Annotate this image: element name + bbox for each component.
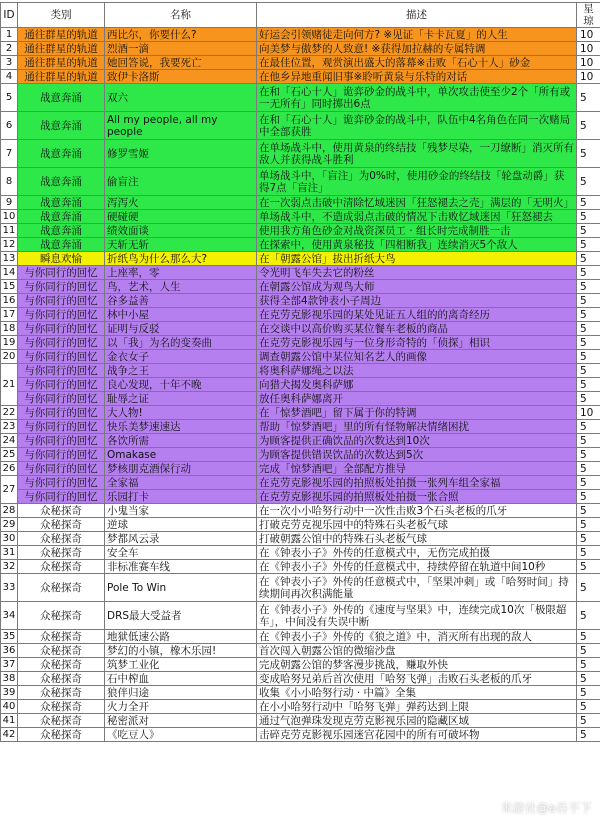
cell-description: 在「朝露公馆」拔出折纸大鸟: [257, 252, 577, 266]
cell-stars: 5: [577, 504, 600, 518]
cell-description: 在他乡异地重闻旧事※聆听黄泉与乐特的对话: [257, 70, 577, 84]
cell-name: 硬碰硬: [105, 210, 257, 224]
cell-stars: 5: [577, 336, 600, 350]
cell-name: 耻辱之证: [105, 392, 257, 406]
cell-stars: 5: [577, 448, 600, 462]
cell-category: 众秘探奇: [18, 532, 105, 546]
cell-category: 众秘探奇: [18, 602, 105, 630]
cell-description: 在克劳克影视乐园的某处见证五人组的的离奇经历: [257, 308, 577, 322]
table-row: [1, 658, 600, 672]
cell-stars: 5: [577, 532, 600, 546]
cell-description: 首次闯入朝露公馆的微缩沙盘: [257, 644, 577, 658]
cell-stars: 5: [577, 392, 600, 406]
cell-name: 火力全开: [105, 700, 257, 714]
header-row: [1, 3, 600, 28]
cell-description: 打破朝露公馆中的特殊石头老板气球: [257, 532, 577, 546]
cell-description: 获得全部4款钟表小子周边: [257, 294, 577, 308]
cell-category: 与你同行的回忆: [18, 420, 105, 434]
cell-stars: 5: [577, 112, 600, 140]
cell-description: 在探索中，使用黄泉秘技「四相断我」连续消灭5个敌人: [257, 238, 577, 252]
cell-category: 与你同行的回忆: [18, 280, 105, 294]
cell-description: 为顾客提供错误饮品的次数达到5次: [257, 448, 577, 462]
cell-description: 在「惊梦酒吧」留下属于你的特调: [257, 406, 577, 420]
cell-stars: 5: [577, 84, 600, 112]
cell-stars: 5: [577, 350, 600, 364]
cell-id: 22: [1, 406, 18, 420]
cell-id: 31: [1, 546, 18, 560]
cell-category: 与你同行的回忆: [18, 378, 105, 392]
cell-description: 在一次小小哈努行动中一次性击败3个石头老板的爪牙: [257, 504, 577, 518]
cell-category: 与你同行的回忆: [18, 434, 105, 448]
cell-stars: 10: [577, 406, 600, 420]
cell-stars: 5: [577, 630, 600, 644]
header-description: 描述: [257, 3, 577, 28]
cell-name: 泻泻火: [105, 196, 257, 210]
cell-stars: 5: [577, 644, 600, 658]
cell-id: 23: [1, 420, 18, 434]
cell-name: 绩效面谈: [105, 224, 257, 238]
cell-stars: 10: [577, 56, 600, 70]
cell-category: 通往群星的轨道: [18, 70, 105, 84]
cell-description: 将奥科萨娜绳之以法: [257, 364, 577, 378]
cell-stars: 5: [577, 266, 600, 280]
table-row: [1, 714, 600, 728]
table-row: [1, 294, 600, 308]
cell-name: 各饮所需: [105, 434, 257, 448]
cell-category: 与你同行的回忆: [18, 294, 105, 308]
table-row: [1, 336, 600, 350]
cell-category: 众秘探奇: [18, 630, 105, 644]
table-row: [1, 280, 600, 294]
table-row: [1, 728, 600, 742]
cell-description: 在克劳克影视乐园的拍照板处拍摄一张列车组全家福: [257, 476, 577, 490]
cell-category: 通往群星的轨道: [18, 28, 105, 42]
cell-category: 众秘探奇: [18, 686, 105, 700]
cell-stars: 5: [577, 378, 600, 392]
cell-name: Omakase: [105, 448, 257, 462]
cell-description: 放任奥科萨娜离开: [257, 392, 577, 406]
cell-id: 21: [1, 364, 18, 406]
table-row: [1, 364, 600, 378]
cell-stars: 5: [577, 364, 600, 378]
cell-id: 7: [1, 140, 18, 168]
cell-category: 与你同行的回忆: [18, 336, 105, 350]
table-row: [1, 406, 600, 420]
cell-name: 地狱低速公路: [105, 630, 257, 644]
cell-stars: 10: [577, 28, 600, 42]
cell-description: 打破克劳克视乐园中的特殊石头老板气球: [257, 518, 577, 532]
table-row: [1, 42, 600, 56]
cell-stars: 5: [577, 728, 600, 742]
cell-category: 众秘探奇: [18, 728, 105, 742]
cell-category: 众秘探奇: [18, 714, 105, 728]
cell-category: 战意奔涌: [18, 168, 105, 196]
cell-id: 41: [1, 714, 18, 728]
cell-id: 34: [1, 602, 18, 630]
cell-description: 完成「惊梦酒吧」全部配方推导: [257, 462, 577, 476]
cell-name: 石中榨血: [105, 672, 257, 686]
cell-description: 在单场战斗中，使用黄泉的终结技「残梦尽染，一刀缭断」消灭所有敌人并获得战斗胜利: [257, 140, 577, 168]
cell-description: 单场战斗中，「盲注」为0%时，使用砂金的终结技「轮盘动爵」获得7点「盲注」: [257, 168, 577, 196]
cell-description: 使用我方角色砂金对战资深员工 · 组长时完成制胜一击: [257, 224, 577, 238]
cell-category: 与你同行的回忆: [18, 350, 105, 364]
cell-name: 烈酒一滴: [105, 42, 257, 56]
cell-id: 13: [1, 252, 18, 266]
cell-name: 天斩无斩: [105, 238, 257, 252]
cell-id: 38: [1, 672, 18, 686]
cell-id: 35: [1, 630, 18, 644]
cell-name: 西比尔，你要什么?: [105, 28, 257, 42]
cell-name: 非标准赛车线: [105, 560, 257, 574]
cell-category: 与你同行的回忆: [18, 490, 105, 504]
cell-category: 瞬息欢愉: [18, 252, 105, 266]
table-row: [1, 518, 600, 532]
cell-category: 与你同行的回忆: [18, 392, 105, 406]
cell-stars: 10: [577, 42, 600, 56]
table-row: [1, 434, 600, 448]
cell-name: 致伊卡洛斯: [105, 70, 257, 84]
cell-id: 27: [1, 476, 18, 504]
cell-id: 39: [1, 686, 18, 700]
cell-stars: 5: [577, 476, 600, 490]
table-row: [1, 462, 600, 476]
table-row: [1, 224, 600, 238]
cell-stars: 5: [577, 224, 600, 238]
cell-id: 25: [1, 448, 18, 462]
cell-id: 1: [1, 28, 18, 42]
cell-stars: 5: [577, 210, 600, 224]
cell-name: 秘密派对: [105, 714, 257, 728]
table-row: [1, 238, 600, 252]
cell-description: 在《钟表小子》外传的任意模式中，「坚果冲刺」或「哈努时间」持续期间再次积满能量: [257, 574, 577, 602]
cell-name: 双六: [105, 84, 257, 112]
cell-name: 鸟，艺术，人生: [105, 280, 257, 294]
cell-category: 众秘探奇: [18, 518, 105, 532]
cell-name: Pole To Win: [105, 574, 257, 602]
cell-id: 18: [1, 322, 18, 336]
cell-stars: 5: [577, 140, 600, 168]
cell-category: 众秘探奇: [18, 574, 105, 602]
cell-id: 17: [1, 308, 18, 322]
table-row: [1, 56, 600, 70]
cell-name: 谷多益善: [105, 294, 257, 308]
cell-category: 战意奔涌: [18, 84, 105, 112]
cell-stars: 5: [577, 322, 600, 336]
cell-category: 与你同行的回忆: [18, 406, 105, 420]
cell-id: 36: [1, 644, 18, 658]
table-row: [1, 490, 600, 504]
cell-id: 6: [1, 112, 18, 140]
cell-id: 5: [1, 84, 18, 112]
table-row: [1, 168, 600, 196]
cell-name: 《吃豆人》: [105, 728, 257, 742]
cell-name: 大人物!: [105, 406, 257, 420]
header-name: 名称: [105, 3, 257, 28]
cell-category: 战意奔涌: [18, 210, 105, 224]
cell-description: 单场战斗中，不造成弱点击破的情况下击败忆域迷因「狂怒褪去: [257, 210, 577, 224]
table-row: [1, 700, 600, 714]
cell-description: 好运会引领赌徒走向何方? ※见证「卡卡瓦夏」的人生: [257, 28, 577, 42]
cell-description: 完成朝露公馆的梦客漫步挑战，赚取外快: [257, 658, 577, 672]
achievement-table: [0, 2, 600, 742]
cell-description: 在和「石心十人」诡弈砂金的战斗中，单次攻击使至少2个「所有或一无所有」同时掷出6点: [257, 84, 577, 112]
cell-id: 28: [1, 504, 18, 518]
cell-stars: 5: [577, 518, 600, 532]
table-row: [1, 574, 600, 602]
cell-category: 战意奔涌: [18, 140, 105, 168]
cell-category: 与你同行的回忆: [18, 448, 105, 462]
cell-description: 通过气泡弹珠发现克劳克影视乐园的隐藏区域: [257, 714, 577, 728]
cell-name: DRS最大受益者: [105, 602, 257, 630]
table-row: [1, 602, 600, 630]
achievement-rows: [1, 28, 600, 742]
cell-stars: 5: [577, 294, 600, 308]
table-row: [1, 392, 600, 406]
cell-id: 2: [1, 42, 18, 56]
cell-category: 与你同行的回忆: [18, 266, 105, 280]
cell-stars: 5: [577, 420, 600, 434]
cell-category: 战意奔涌: [18, 196, 105, 210]
cell-stars: 5: [577, 280, 600, 294]
cell-id: 10: [1, 210, 18, 224]
cell-name: 良心发现，十年不晚: [105, 378, 257, 392]
cell-id: 8: [1, 168, 18, 196]
cell-description: 为顾客提供正确饮品的次数达到10次: [257, 434, 577, 448]
cell-stars: 5: [577, 658, 600, 672]
cell-category: 通往群星的轨道: [18, 56, 105, 70]
cell-id: 14: [1, 266, 18, 280]
cell-stars: 5: [577, 672, 600, 686]
table-row: [1, 210, 600, 224]
table-row: [1, 196, 600, 210]
cell-name: 全家福: [105, 476, 257, 490]
cell-id: 4: [1, 70, 18, 84]
cell-category: 众秘探奇: [18, 546, 105, 560]
cell-description: 击碎克劳克影视乐园迷宫花园中的所有可破坏物: [257, 728, 577, 742]
cell-name: 安全车: [105, 546, 257, 560]
cell-description: 在朝露公馆成为观鸟大师: [257, 280, 577, 294]
cell-name: 梦幻的小镇，橡木乐园!: [105, 644, 257, 658]
cell-category: 与你同行的回忆: [18, 308, 105, 322]
cell-id: 20: [1, 350, 18, 364]
table-row: [1, 350, 600, 364]
cell-description: 在克劳克影视乐园的拍照板处拍摄一张合照: [257, 490, 577, 504]
cell-stars: 5: [577, 546, 600, 560]
cell-category: 战意奔涌: [18, 224, 105, 238]
cell-name: 修罗雪姬: [105, 140, 257, 168]
cell-category: 众秘探奇: [18, 644, 105, 658]
cell-id: 9: [1, 196, 18, 210]
cell-name: 以「我」为名的变奏曲: [105, 336, 257, 350]
header-stars: 星琼: [577, 3, 600, 28]
cell-description: 在《钟表小子》外传的任意模式中，无伤完成拍摄: [257, 546, 577, 560]
cell-stars: 5: [577, 168, 600, 196]
cell-category: 与你同行的回忆: [18, 364, 105, 378]
cell-stars: 5: [577, 308, 600, 322]
table-row: [1, 322, 600, 336]
cell-name: 金衣女子: [105, 350, 257, 364]
cell-category: 与你同行的回忆: [18, 462, 105, 476]
cell-stars: 5: [577, 252, 600, 266]
cell-id: 30: [1, 532, 18, 546]
cell-name: 战争之王: [105, 364, 257, 378]
cell-description: 在最佳位置，观赏演出盛大的落幕※击败「石心十人」砂金: [257, 56, 577, 70]
cell-name: 她回答说，我要死亡: [105, 56, 257, 70]
cell-name: 快乐美梦速速达: [105, 420, 257, 434]
cell-name: 证明与反驳: [105, 322, 257, 336]
cell-id: 40: [1, 700, 18, 714]
cell-name: 小鬼当家: [105, 504, 257, 518]
cell-stars: 5: [577, 714, 600, 728]
cell-name: 狼伴归途: [105, 686, 257, 700]
cell-category: 战意奔涌: [18, 112, 105, 140]
cell-category: 众秘探奇: [18, 672, 105, 686]
table-row: [1, 560, 600, 574]
cell-name: 林中小屋: [105, 308, 257, 322]
cell-id: 15: [1, 280, 18, 294]
cell-category: 通往群星的轨道: [18, 42, 105, 56]
cell-description: 帮助「惊梦酒吧」里的所有怪物解决情绪困扰: [257, 420, 577, 434]
cell-description: 在小小哈努行动中「哈努飞弹」弹药达到上限: [257, 700, 577, 714]
cell-id: 29: [1, 518, 18, 532]
table-row: [1, 28, 600, 42]
cell-stars: 5: [577, 686, 600, 700]
table-row: [1, 504, 600, 518]
cell-name: 偷盲注: [105, 168, 257, 196]
table-row: [1, 378, 600, 392]
header-id: ID: [1, 3, 18, 28]
table-row: [1, 476, 600, 490]
cell-name: 筑梦工业化: [105, 658, 257, 672]
cell-category: 众秘探奇: [18, 560, 105, 574]
cell-stars: 5: [577, 238, 600, 252]
cell-description: 在一次弱点击破中清除忆域迷因「狂怒褪去之壳」满层的「无明火」: [257, 196, 577, 210]
cell-stars: 5: [577, 490, 600, 504]
table-row: [1, 252, 600, 266]
cell-id: 16: [1, 294, 18, 308]
table-row: [1, 266, 600, 280]
table-row: [1, 532, 600, 546]
cell-id: 24: [1, 434, 18, 448]
cell-category: 战意奔涌: [18, 238, 105, 252]
table-row: [1, 308, 600, 322]
table-row: [1, 686, 600, 700]
cell-category: 与你同行的回忆: [18, 476, 105, 490]
cell-category: 与你同行的回忆: [18, 322, 105, 336]
cell-description: 令光明飞车失去它的粉丝: [257, 266, 577, 280]
cell-name: 梦都风云录: [105, 532, 257, 546]
cell-description: 在交谈中以高价购买某位餐车老板的商品: [257, 322, 577, 336]
cell-name: 折纸鸟为什么那么大?: [105, 252, 257, 266]
cell-description: 在《钟表小子》外传的任意模式中，持续停留在轨道中间10秒: [257, 560, 577, 574]
cell-name: 乐园打卡: [105, 490, 257, 504]
cell-id: 19: [1, 336, 18, 350]
cell-id: 33: [1, 574, 18, 602]
table-row: [1, 420, 600, 434]
table-row: [1, 84, 600, 112]
cell-description: 在《钟表小子》外传的《速度与坚果》中，连续完成10次「极限超车」，中间没有失误中断: [257, 602, 577, 630]
cell-description: 向猎犬揭发奥科萨娜: [257, 378, 577, 392]
table-row: [1, 672, 600, 686]
cell-description: 向美梦与傲梦的人致意! ※获得加拉赫的专属特调: [257, 42, 577, 56]
cell-id: 11: [1, 224, 18, 238]
watermark: 米游社@a吞不下: [501, 799, 592, 816]
cell-description: 调查朝露公馆中某位知名艺人的画像: [257, 350, 577, 364]
cell-name: 上座率，零: [105, 266, 257, 280]
cell-stars: 5: [577, 560, 600, 574]
cell-name: All my people, all my people: [105, 112, 257, 140]
cell-description: 变成哈努兄弟后首次使用「哈努飞弹」击败石头老板的爪牙: [257, 672, 577, 686]
cell-name: 梦核朋克酒保行动: [105, 462, 257, 476]
cell-id: 3: [1, 56, 18, 70]
table-row: [1, 546, 600, 560]
cell-id: 37: [1, 658, 18, 672]
cell-category: 众秘探奇: [18, 700, 105, 714]
cell-stars: 5: [577, 574, 600, 602]
table-row: [1, 644, 600, 658]
cell-description: 在和「石心十人」诡弈砂金的战斗中，队伍中4名角色在同一次赌局中全部获胜: [257, 112, 577, 140]
table-row: [1, 630, 600, 644]
cell-stars: 5: [577, 196, 600, 210]
cell-stars: 5: [577, 434, 600, 448]
header-category: 类别: [18, 3, 105, 28]
cell-stars: 5: [577, 602, 600, 630]
cell-stars: 5: [577, 700, 600, 714]
cell-name: 逆球: [105, 518, 257, 532]
cell-description: 在《钟表小子》外传的《狼之道》中，消灭所有出现的敌人: [257, 630, 577, 644]
cell-category: 众秘探奇: [18, 658, 105, 672]
table-row: [1, 140, 600, 168]
cell-id: 12: [1, 238, 18, 252]
table-row: [1, 448, 600, 462]
cell-stars: 10: [577, 70, 600, 84]
cell-description: 收集《小小哈努行动 · 中篇》全集: [257, 686, 577, 700]
cell-category: 众秘探奇: [18, 504, 105, 518]
cell-id: 26: [1, 462, 18, 476]
cell-stars: 5: [577, 462, 600, 476]
cell-id: 42: [1, 728, 18, 742]
cell-description: 在克劳克影视乐园与一位身形奇特的「侦探」相识: [257, 336, 577, 350]
table-row: [1, 112, 600, 140]
cell-id: 32: [1, 560, 18, 574]
table-row: [1, 70, 600, 84]
